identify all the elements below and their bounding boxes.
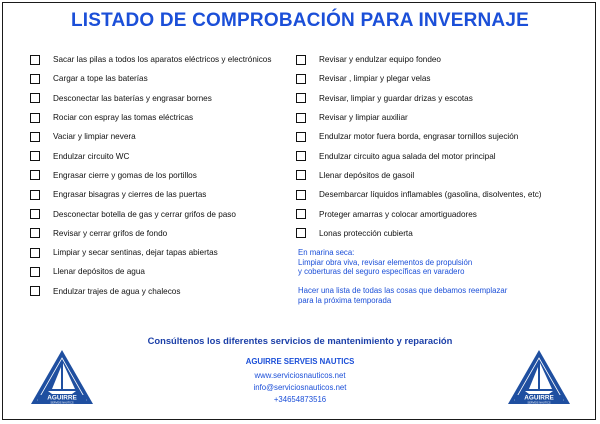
company-logo-right xyxy=(507,349,571,405)
checklist-item-label: Lonas protección cubierta xyxy=(319,228,413,238)
checkbox[interactable] xyxy=(30,209,40,219)
checklist-item[interactable] xyxy=(30,262,271,281)
checkbox[interactable] xyxy=(296,151,306,161)
checkbox[interactable] xyxy=(30,267,40,277)
checklist-item-label: Revisar y cerrar grifos de fondo xyxy=(53,228,168,238)
checkbox[interactable] xyxy=(296,170,306,180)
sailboat-logo-icon xyxy=(507,349,571,405)
checklist-item-label: Revisar, limpiar y guardar drizas y escotas xyxy=(319,93,473,103)
checklist-item-label: Vaciar y limpiar nevera xyxy=(53,132,136,142)
checkbox[interactable] xyxy=(30,228,40,238)
note-dry-marina-heading: En marina seca: xyxy=(298,248,355,257)
sailboat-logo-icon xyxy=(30,349,94,405)
checklist-item-label: Engrasar cierre y gomas de los portillos xyxy=(53,170,197,180)
checkbox[interactable] xyxy=(30,170,40,180)
checklist-item[interactable] xyxy=(296,166,542,185)
checklist-item-label: Revisar y limpiar auxiliar xyxy=(319,113,408,123)
checklist-item[interactable] xyxy=(296,89,542,108)
checklist-item-label: Endulzar motor fuera borda, engrasar tornillos sujeción xyxy=(319,132,519,142)
checklist-item-label: Desconectar las baterías y engrasar bornes xyxy=(53,93,212,103)
checklist-item[interactable] xyxy=(30,166,271,185)
checkbox[interactable] xyxy=(30,132,40,142)
checklist-item[interactable] xyxy=(30,243,271,262)
checklist-item[interactable] xyxy=(30,282,271,301)
checklist-item-label: Sacar las pilas a todos los aparatos eléctricos y electrónicos xyxy=(53,55,272,65)
checkbox[interactable] xyxy=(30,55,40,65)
checklist-item-label: Rociar con espray las tomas eléctricas xyxy=(53,113,194,123)
services-heading: Consúltenos los diferentes servicios de mantenimiento y reparación xyxy=(147,335,453,346)
note-replacement-line: Hacer una lista de todas las cosas que debamos reemplazar xyxy=(298,286,508,295)
checklist-item-label: Revisar y endulzar equipo fondeo xyxy=(319,55,441,65)
logo-subtext: SERVEIS NAUTICS xyxy=(50,401,74,405)
checkbox[interactable] xyxy=(296,132,306,142)
checkbox[interactable] xyxy=(30,151,40,161)
checklist-item-label: Limpiar y secar sentinas, dejar tapas abiertas xyxy=(53,248,218,258)
checklist-item-label: Engrasar bisagras y cierres de las puertas xyxy=(53,190,207,200)
logo-text: AGUIRRE xyxy=(47,394,77,402)
logo-subtext: SERVEIS NAUTICS xyxy=(527,401,551,405)
checklist-item-label: Revisar , limpiar y plegar velas xyxy=(319,74,431,84)
checklist-item[interactable] xyxy=(296,224,542,243)
checkbox[interactable] xyxy=(296,93,306,103)
checklist-item[interactable] xyxy=(30,89,271,108)
company-email-link[interactable]: info@serviciosnauticos.net xyxy=(253,383,347,392)
note-dry-marina-line: y coberturas del seguro específicas en varadero xyxy=(298,267,465,277)
checkbox[interactable] xyxy=(30,113,40,123)
checklist-item[interactable] xyxy=(296,108,542,127)
checklist-item[interactable] xyxy=(30,69,271,88)
logo-text: AGUIRRE xyxy=(524,394,554,402)
checkbox[interactable] xyxy=(296,74,306,84)
checklist-item-label: Cargar a tope las baterías xyxy=(53,74,148,84)
checklist-item[interactable] xyxy=(296,69,542,88)
checklist-item-label: Endulzar circuito WC xyxy=(53,151,130,161)
company-name: AGUIRRE SERVEIS NAUTICS xyxy=(245,357,355,366)
checklist-item[interactable] xyxy=(296,127,542,146)
checkbox[interactable] xyxy=(296,228,306,238)
checklist-item[interactable] xyxy=(296,204,542,223)
checklist-right xyxy=(296,50,542,243)
checkbox[interactable] xyxy=(30,248,40,258)
company-phone: +34654873516 xyxy=(273,395,327,404)
checkbox[interactable] xyxy=(30,286,40,296)
checkbox[interactable] xyxy=(30,93,40,103)
note-replacement-list xyxy=(298,286,507,305)
checkbox[interactable] xyxy=(296,113,306,123)
checkbox[interactable] xyxy=(296,209,306,219)
checklist-item-label: Endulzar circuito agua salada del motor principal xyxy=(319,151,496,161)
company-website-link[interactable]: www.serviciosnauticos.net xyxy=(254,371,346,380)
checklist-item[interactable] xyxy=(30,50,271,69)
checklist-item[interactable] xyxy=(296,185,542,204)
checklist-item[interactable] xyxy=(30,204,271,223)
checklist-item-label: Llenar depósitos de gasoil xyxy=(319,170,415,180)
checkbox[interactable] xyxy=(296,55,306,65)
checklist-left xyxy=(30,50,271,301)
checklist-item-label: Desconectar botella de gas y cerrar grifos de paso xyxy=(53,209,236,219)
checklist-item[interactable] xyxy=(30,108,271,127)
note-dry-marina-line: Limpiar obra viva, revisar elementos de propulsión xyxy=(298,257,473,267)
checkbox[interactable] xyxy=(30,190,40,200)
checklist-item[interactable] xyxy=(296,50,542,69)
company-logo-left xyxy=(30,349,94,405)
checkbox[interactable] xyxy=(30,74,40,84)
checklist-item-label: Proteger amarras y colocar amortiguadores xyxy=(319,209,477,219)
checklist-item-label: Desembarcar líquidos inflamables (gasolina, disolventes, etc) xyxy=(319,190,542,200)
checklist-item[interactable] xyxy=(296,146,542,165)
checklist-item-label: Endulzar trajes de agua y chalecos xyxy=(53,286,181,296)
checklist-item[interactable] xyxy=(30,185,271,204)
checklist-item[interactable] xyxy=(30,224,271,243)
checklist-item[interactable] xyxy=(30,146,271,165)
note-replacement-line: para la próxima temporada xyxy=(298,295,392,305)
checklist-item-label: Llenar depósitos de agua xyxy=(53,267,145,277)
page-title: LISTADO DE COMPROBACIÓN PARA INVERNAJE xyxy=(71,10,529,31)
checklist-item[interactable] xyxy=(30,127,271,146)
checkbox[interactable] xyxy=(296,190,306,200)
note-dry-marina xyxy=(298,248,472,277)
